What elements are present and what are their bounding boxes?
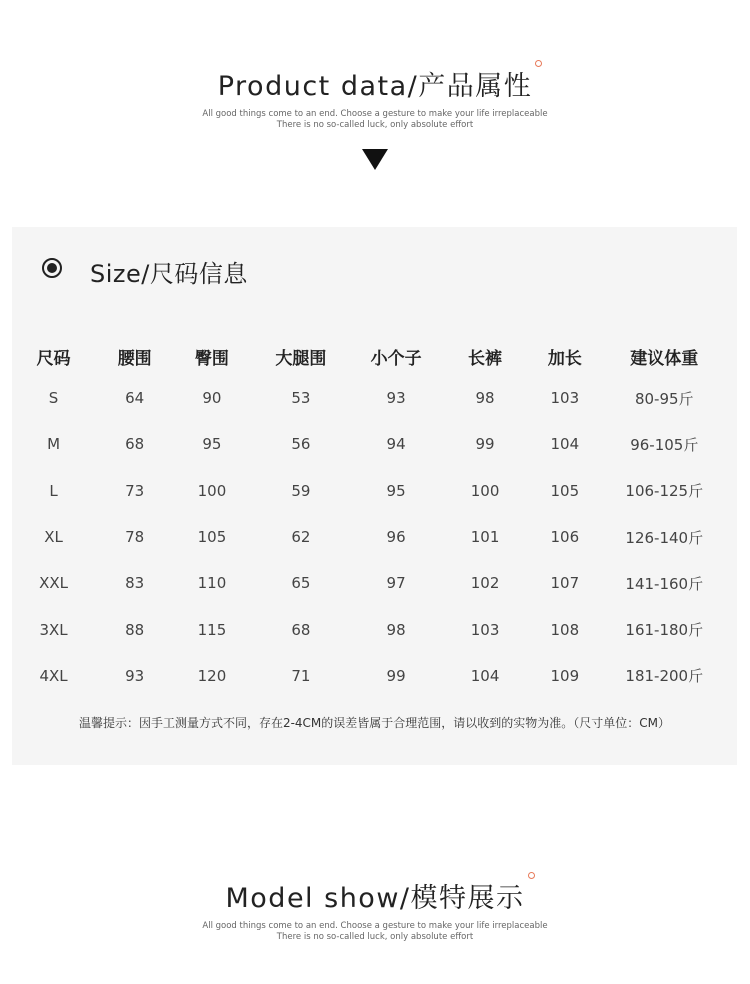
size-section-title: Size/尺码信息 xyxy=(90,260,248,288)
table-cell: XL xyxy=(44,528,63,547)
table-cell: 64 xyxy=(125,389,145,408)
table-cell: 98 xyxy=(386,620,406,639)
table-row xyxy=(20,375,737,421)
table-cell: 107 xyxy=(550,574,580,593)
table-cell: 104 xyxy=(550,435,580,454)
table-row xyxy=(20,606,737,652)
table-cell: 105 xyxy=(197,528,227,547)
header-cell: 大腿围 xyxy=(275,348,327,369)
table-row xyxy=(20,468,737,514)
table-cell: L xyxy=(49,481,58,500)
header-cell: 建议体重 xyxy=(630,348,699,369)
header-cell: 腰围 xyxy=(117,348,152,369)
model-show-header xyxy=(0,876,750,943)
table-cell: XXL xyxy=(39,574,68,593)
table-cell: 68 xyxy=(291,620,311,639)
table-cell: 80-95斤 xyxy=(634,389,694,408)
header-cell: 长裤 xyxy=(468,348,503,369)
table-cell: 105 xyxy=(550,481,580,500)
table-cell: 99 xyxy=(386,666,406,685)
table-row xyxy=(20,560,737,606)
table-cell: 88 xyxy=(125,620,145,639)
table-cell: 100 xyxy=(470,481,500,500)
table-cell: 96-105斤 xyxy=(630,435,699,454)
table-row xyxy=(20,514,737,560)
header-cell: 尺码 xyxy=(36,348,71,369)
table-cell: 65 xyxy=(291,574,311,593)
table-cell: 95 xyxy=(386,481,406,500)
table-cell: 99 xyxy=(475,435,495,454)
table-cell: 108 xyxy=(550,620,580,639)
table-cell: M xyxy=(47,435,61,454)
header-cell: 臀围 xyxy=(194,348,229,369)
table-cell: 62 xyxy=(291,528,311,547)
table-cell: 109 xyxy=(550,666,580,685)
table-cell: 110 xyxy=(197,574,227,593)
table-row xyxy=(20,653,737,699)
header-subtitle: All good things come to an end. Choose a gesture to make your life irreplaceable There is no so-called luck, only absolute effort xyxy=(202,109,548,130)
table-cell: 115 xyxy=(197,620,227,639)
circle-dot-icon xyxy=(535,60,542,67)
table-cell: 103 xyxy=(470,620,500,639)
table-cell: 161-180斤 xyxy=(625,621,704,640)
circle-dot-icon xyxy=(528,872,535,879)
table-cell: 59 xyxy=(291,481,311,500)
table-cell: 90 xyxy=(202,389,222,408)
product-data-title: Product data/产品属性 xyxy=(218,64,533,103)
table-row xyxy=(20,421,737,467)
table-cell: 94 xyxy=(386,435,406,454)
size-table xyxy=(20,337,737,699)
table-cell: 78 xyxy=(125,528,145,547)
measurement-note: 温馨提示：因手工测量方式不同，存在2-4CM的误差皆属于合理范围，请以收到的实物为准。（尺寸单位：CM） xyxy=(78,716,671,730)
table-cell: 73 xyxy=(125,481,145,500)
table-cell: 141-160斤 xyxy=(625,574,704,593)
table-cell: 120 xyxy=(197,666,227,685)
header-subtitle: All good things come to an end. Choose a gesture to make your life irreplaceable There is no so-called luck, only absolute effort xyxy=(202,921,548,942)
table-cell: 106-125斤 xyxy=(625,482,704,501)
table-cell: 102 xyxy=(470,574,500,593)
table-cell: 71 xyxy=(291,666,311,685)
table-cell: 93 xyxy=(386,389,406,408)
table-cell: 83 xyxy=(125,574,145,593)
table-cell: 95 xyxy=(202,435,222,454)
radio-dot-icon xyxy=(42,258,62,278)
triangle-down-icon xyxy=(362,149,388,170)
table-cell: 98 xyxy=(475,389,495,408)
header-cell: 小个子 xyxy=(370,348,422,369)
table-cell: 4XL xyxy=(39,666,68,685)
table-cell: 103 xyxy=(550,389,580,408)
table-cell: 56 xyxy=(291,435,311,454)
table-cell: 100 xyxy=(197,481,227,500)
table-header-row xyxy=(20,337,737,375)
size-panel xyxy=(12,227,737,765)
table-cell: 97 xyxy=(386,574,406,593)
table-cell: 126-140斤 xyxy=(625,528,704,547)
table-cell: 96 xyxy=(386,528,406,547)
model-show-title: Model show/模特展示 xyxy=(225,876,524,915)
table-cell: 3XL xyxy=(39,620,68,639)
product-data-header xyxy=(0,64,750,131)
table-cell: 101 xyxy=(470,528,500,547)
header-cell: 加长 xyxy=(547,348,582,369)
table-cell: 181-200斤 xyxy=(625,667,704,686)
table-cell: 104 xyxy=(470,666,500,685)
table-cell: 106 xyxy=(550,528,580,547)
table-cell: 53 xyxy=(291,389,311,408)
table-cell: S xyxy=(48,389,59,408)
table-cell: 68 xyxy=(125,435,145,454)
table-cell: 93 xyxy=(125,666,145,685)
